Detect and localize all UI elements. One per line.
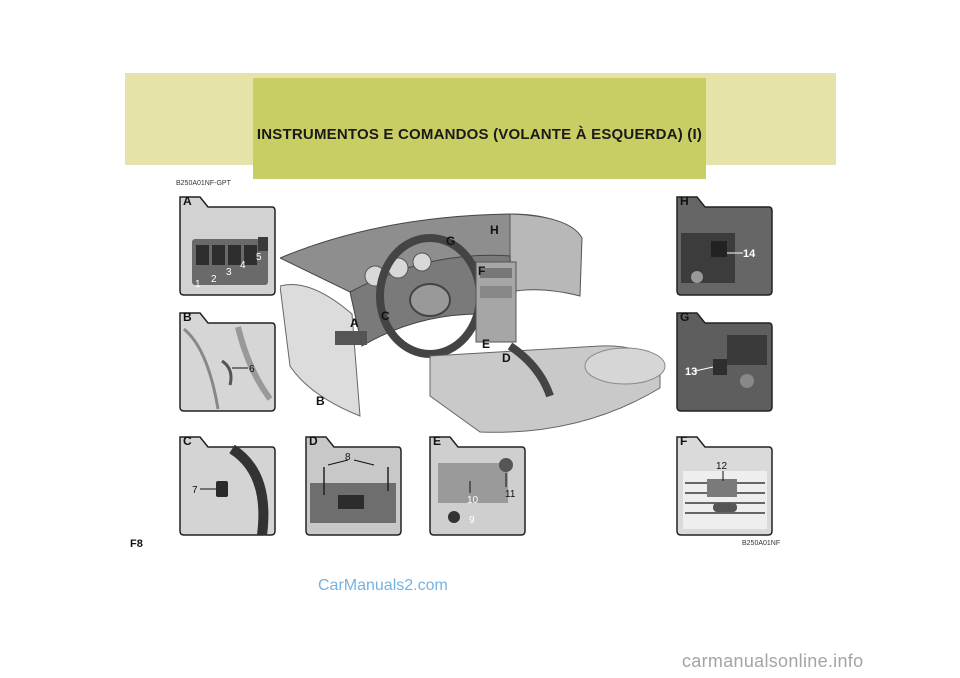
label-3: 3 [226, 267, 232, 278]
page-title: INSTRUMENTOS E COMANDOS (VOLANTE À ESQUERDA) (I) [256, 126, 703, 143]
panel-c-illustration [178, 433, 276, 537]
dashboard-illustration [280, 196, 670, 446]
panel-h-illustration [675, 193, 773, 297]
panel-e [428, 433, 526, 537]
image-code-top: B250A01NF-GPT [176, 180, 231, 187]
panel-b [178, 309, 276, 413]
panel-g-illustration [675, 309, 773, 413]
callout-b: B [316, 394, 325, 408]
panel-a-letter: A [183, 194, 192, 208]
label-13: 13 [685, 366, 698, 378]
panel-d-letter: D [309, 434, 318, 448]
panel-c-letter: C [183, 434, 192, 448]
label-14: 14 [743, 248, 756, 260]
watermark-carmanuals[interactable]: CarManuals2.com [318, 577, 448, 594]
panel-d [304, 433, 402, 537]
image-code-bottom: B250A01NF [742, 540, 781, 547]
panel-a [178, 193, 276, 297]
dashboard-svg [280, 196, 670, 446]
label-10: 10 [467, 495, 479, 506]
panel-b-illustration [178, 309, 276, 413]
label-4: 4 [240, 260, 246, 271]
label-12: 12 [716, 461, 728, 472]
callout-a: A [350, 316, 359, 330]
callout-d: D [502, 351, 511, 365]
label-5: 5 [256, 252, 262, 263]
panel-d-illustration [304, 433, 402, 537]
header-box [253, 78, 706, 179]
callout-g: G [446, 234, 456, 248]
panel-h [675, 193, 773, 297]
panel-f-letter: F [680, 434, 688, 448]
callout-f: F [478, 264, 486, 278]
panel-g [675, 309, 773, 413]
panel-f-illustration [675, 433, 773, 537]
label-2: 2 [211, 274, 217, 285]
panel-g-letter: G [680, 310, 690, 324]
callout-e: E [482, 337, 491, 351]
callout-c: C [381, 309, 390, 323]
panel-e-letter: E [433, 434, 442, 448]
label-6: 6 [249, 364, 255, 375]
page-number: F8 [130, 538, 143, 550]
label-8: 8 [345, 452, 351, 463]
label-1: 1 [195, 279, 201, 290]
label-11: 11 [505, 489, 516, 500]
panel-f [675, 433, 773, 537]
watermark-online[interactable]: carmanualsonline.info [682, 651, 864, 671]
panel-a-illustration [178, 193, 276, 297]
callout-h: H [490, 223, 499, 237]
panel-c [178, 433, 276, 537]
panel-e-illustration [428, 433, 526, 537]
label-7: 7 [192, 485, 198, 496]
panel-b-letter: B [183, 310, 192, 324]
panel-h-letter: H [680, 194, 689, 208]
label-9: 9 [469, 515, 475, 526]
